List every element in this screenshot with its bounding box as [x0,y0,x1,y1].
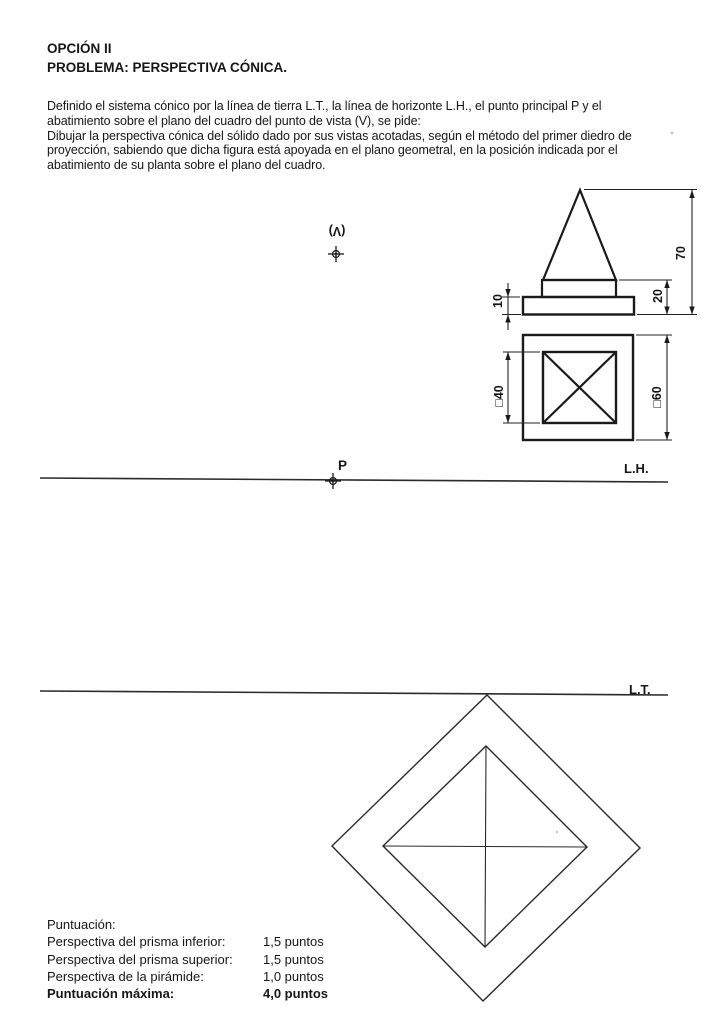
statement-line: proyección, sabiendo que dicha figura está apoyada en el plano geometral, en la posición indicada por el [47,143,618,157]
plan-view [523,335,633,440]
scoring-row [47,951,328,968]
dim-label-total-height: 70 [674,246,688,260]
lower-prism-outline [523,297,634,315]
scoring-row-value: 1,5 puntos [263,951,324,967]
scoring-row-value: 1,5 puntos [263,934,324,950]
scoring-row-label: Perspectiva del prisma inferior: [47,934,226,950]
scoring-total-value: 4,0 puntos [263,986,329,1002]
statement-line: abatimiento sobre el plano del cuadro del punto de vista (V), se pide: [47,114,421,128]
ground-line [40,691,668,695]
view-point-marker [328,246,344,262]
dim-label-base-height: 10 [491,294,505,308]
scoring-title: Puntuación: [47,917,116,932]
scoring-block [47,916,328,1002]
dim-label-upper-height: 20 [651,289,665,303]
plan-dim-arrows [505,335,669,440]
statement-line: Dibujar la perspectiva cónica del sólido dado por sus vistas acotadas, según el método del primer diedro de [47,129,632,143]
scoring-total-label: Puntuación máxima: [47,986,175,1002]
upper-prism-outline [542,280,616,297]
scoring-row-label: Perspectiva del prisma superior: [47,951,233,967]
dim-label-inner-square: □40 [492,385,506,407]
scoring-row [47,933,328,950]
statement-line: Definido el sistema cónico por la línea de tierra L.T., la línea de horizonte L.H., el punto principal P y el [47,99,602,113]
principal-point-marker [325,473,341,489]
plan-dimensions [503,335,672,440]
scoring-row-value: 1,0 puntos [263,968,324,984]
elevation-view [523,190,634,315]
scoring-row [47,968,328,985]
scoring-row-label: Perspectiva de la pirámide: [47,968,204,984]
horizon-line [40,478,668,482]
view-point-label: (V) [328,224,346,238]
elevation-dim-arrows [505,190,694,323]
abated-diagonal [383,846,587,847]
ground-line-label: L.T. [629,682,651,697]
option-title: OPCIÓN II [47,41,112,56]
principal-point-label: P [338,458,348,473]
pyramid-outline [543,190,616,280]
horizon-line-label: L.H. [624,461,649,476]
scoring-total-row [47,985,328,1002]
abated-plan [332,695,640,1001]
statement-line: abatimiento de su planta sobre el plano del cuadro. [47,158,326,172]
problem-title: PROBLEMA: PERSPECTIVA CÓNICA. [47,60,288,75]
dim-label-outer-square: □60 [650,386,664,408]
